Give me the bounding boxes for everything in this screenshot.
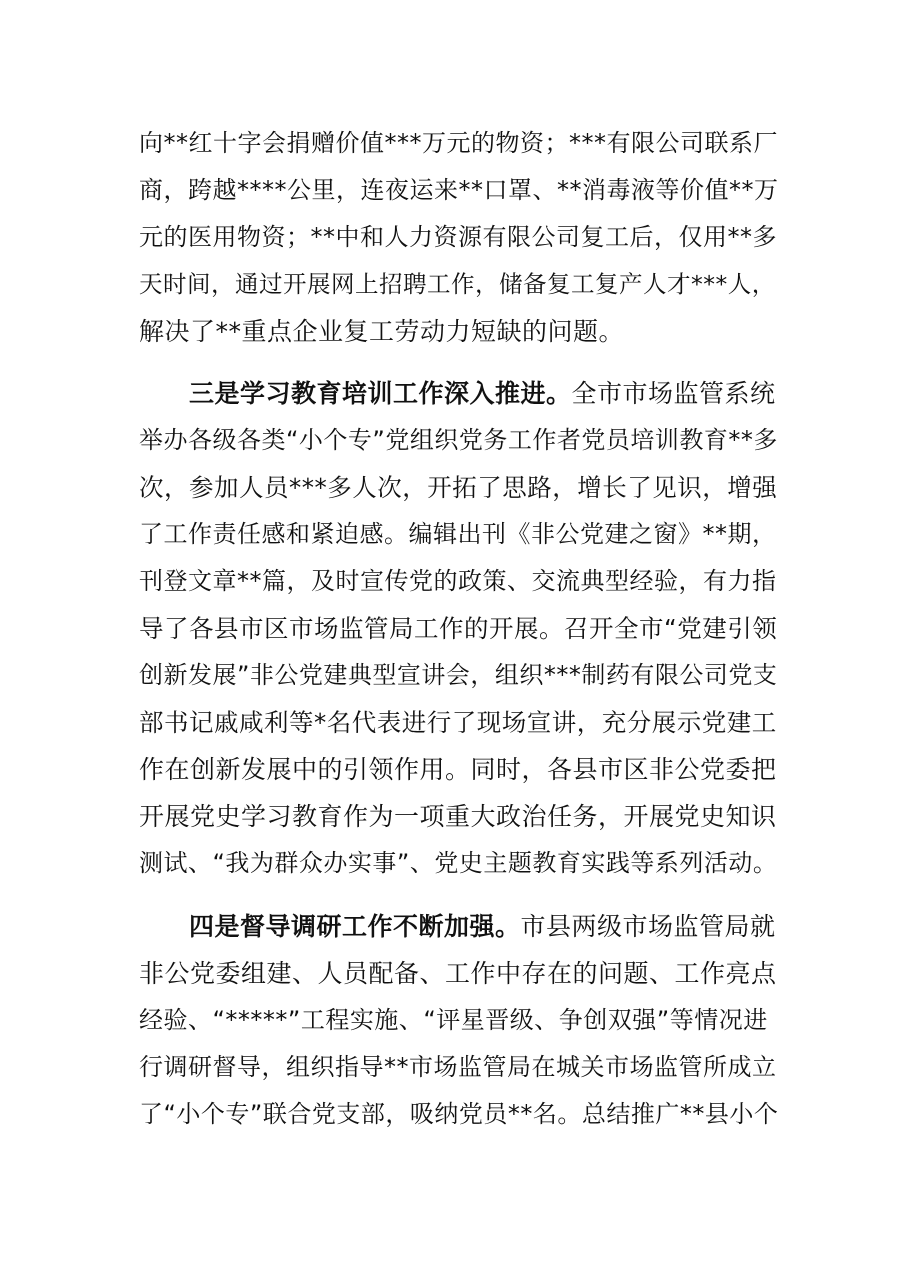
text-line: 举办各级各类“小个专”党组织党务工作者党员培训教育**多 <box>139 426 778 454</box>
text-line: 全市市场监管系统 <box>571 379 776 408</box>
text-line: 行调研督导，组织指导**市场监管局在城关市场监管所成立 <box>139 1053 777 1081</box>
paragraph-training <box>139 370 779 887</box>
text-line: 了工作责任感和紧迫感。编辑出刊《非公党建之窗》**期， <box>139 520 777 548</box>
paragraph-donations <box>139 120 779 355</box>
paragraph-supervision <box>139 903 779 1138</box>
section-heading-supervision: 四是督导调研工作不断加强。 <box>189 912 521 941</box>
text-line: 经验、“*****”工程实施、“评星晋级、争创双强”等情况进 <box>139 1006 768 1034</box>
text-line: 开展党史学习教育作为一项重大政治任务，开展党史知识 <box>139 802 777 831</box>
text-line: 商，跨越****公里，连夜运来**口罩、**消毒液等价值**万 <box>139 176 779 204</box>
text-line: 创新发展”非公党建典型宣讲会，组织***制药有限公司党支 <box>139 661 778 689</box>
section-heading-training: 三是学习教育培训工作深入推进。 <box>189 379 572 408</box>
text-line: 导了各县市区市场监管局工作的开展。召开全市“党建引领 <box>139 614 778 643</box>
text-line: 刊登文章**篇，及时宣传党的政策、交流典型经验，有力指 <box>139 567 777 595</box>
text-line: 天时间，通过开展网上招聘工作，储备复工复产人才***人， <box>139 270 776 298</box>
text-line: 了“小个专”联合党支部，吸纳党员**名。总结推广**县小个 <box>139 1100 779 1128</box>
text-line: 测试、“我为群众办实事”、党史主题教育实践等系列活动。 <box>139 849 778 877</box>
text-line: 市县两级市场监管局就 <box>520 912 776 941</box>
text-line: 部书记戚咸利等*名代表进行了现场宣讲，充分展示党建工 <box>139 708 777 737</box>
text-line: 解决了**重点企业复工劳动力短缺的问题。 <box>139 317 625 346</box>
text-line: 作在创新发展中的引领作用。同时，各县市区非公党委把 <box>139 755 777 784</box>
text-line-first <box>139 903 779 950</box>
text-line: 非公党委组建、人员配备、工作中存在的问题、工作亮点 <box>139 959 777 988</box>
text-line: 元的医用物资；**中和人力资源有限公司复工后，仅用**多 <box>139 223 777 251</box>
text-line: 次，参加人员***多人次，开拓了思路，增长了见识，增强 <box>139 473 778 502</box>
text-line: 向**红十字会捐赠价值***万元的物资；***有限公司联系厂 <box>139 129 778 157</box>
text-line-first <box>139 370 779 417</box>
